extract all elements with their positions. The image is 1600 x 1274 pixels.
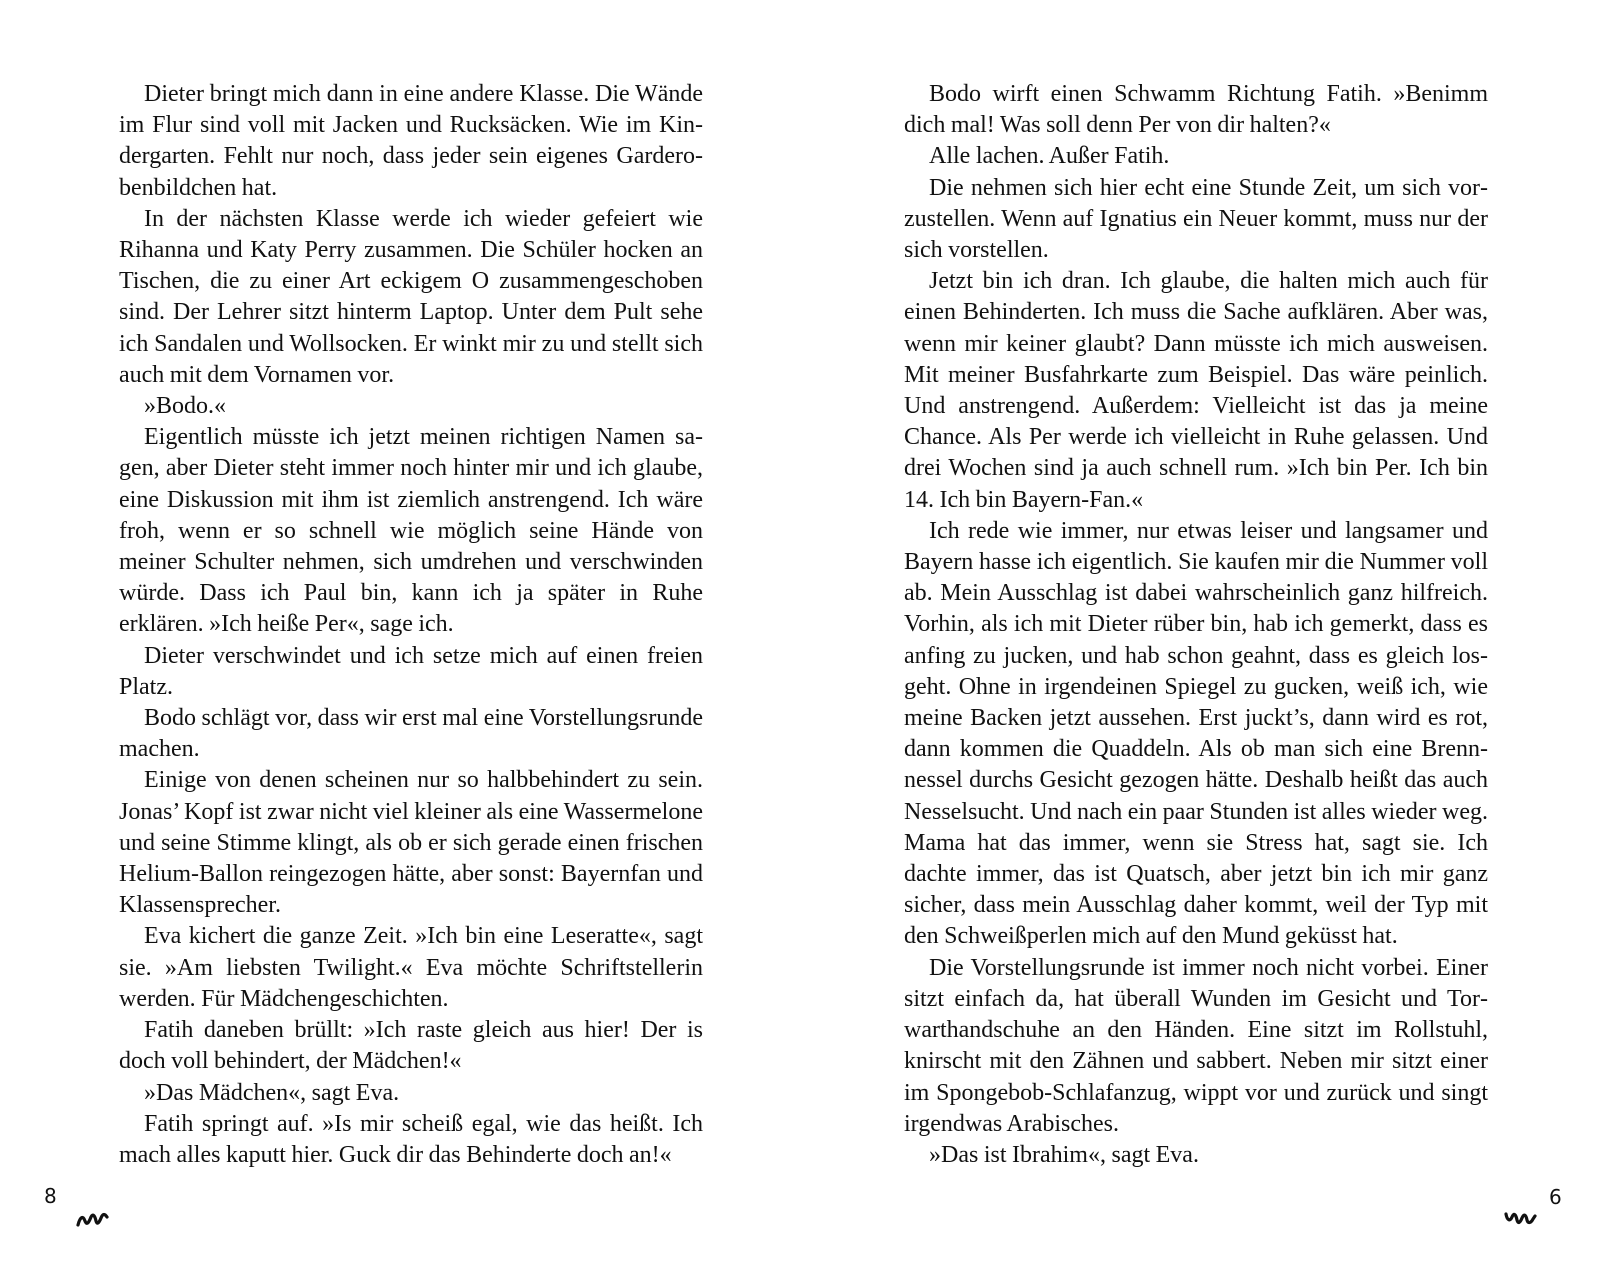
paragraph: Fatih springt auf. »Is mir scheiß egal, wie das heißt. Ich mach alles kaputt hier. Guck dir das Behinderte doch an!« — [119, 1110, 703, 1168]
paragraph: »Bodo.« — [144, 393, 227, 420]
paragraph: Jetzt bin ich dran. Ich glaube, die halten mich auch für einen Behinderten. Ich muss die Sache aufklären. Aber was, wenn mir keiner glaubt? Dann müsste ich mich ausweisen. Mit meiner Busfahrkarte zum Beispiel. Das wäre peinlich. Und anstrengend. Außerdem: Vielleicht ist das ja meine Chance. Als Per werde ich vielleicht in Ruhe gelassen. Und drei Wochen sind ja auch schnell rum. »Ich bin Per. Ich bin 14. Ich bin Bayern-Fan.« — [904, 268, 1488, 513]
paragraph: Ich rede wie immer, nur etwas leiser und langsamer und Bayern hasse ich eigentlich. Sie kaufen mir die Nummer voll ab. Mein Ausschlag ist dabei wahrscheinlich ganz hilfreich. Vorhin, als ich mit Dieter rüber bin, hab ich gemerkt, dass es anfing zu jucken, und hab schon geahnt, dass es gleich losgeht. Ohne in irgendeinen Spiegel zu gucken, weiß ich, wie meine Backen jetzt aussehen. Erst juckt’s, dann wird es rot, dann kommen die Quaddeln. Als ob man sich eine Brennnessel durchs Gesicht gezogen hätte. Deshalb heißt das auch Nesselsucht. Und nach ein paar Stunden ist alles wieder weg. Mama hat das immer, wenn sie Stress hat, sagt sie. Ich dachte immer, das ist Quatsch, aber jetzt bin ich mir ganz sicher, dass mein Ausschlag daher kommt, weil der Typ mit den Schweißperlen mich auf den Mund geküsst hat. — [904, 517, 1489, 950]
paragraph: Dieter bringt mich dann in eine andere Klasse. Die Wände im Flur sind voll mit Jacken und Rucksäcken. Wie im Kindergarten. Fehlt nur noch, dass jeder sein eigenes Garderobenbildchen hat. — [119, 81, 703, 201]
paragraph: In der nächsten Klasse werde ich wieder gefeiert wie Rihanna und Katy Perry zusammen. Die Schüler hocken an Tischen, die zu einer Art eckigem O zusammengeschoben sind. Der Lehrer sitzt hinterm Laptop. Unter dem Pult sehe ich Sandalen und Wollsocken. Er winkt mir zu und stellt sich auch mit dem Vornamen vor. — [119, 205, 703, 388]
scribble-mark-icon — [1504, 1208, 1538, 1228]
paragraph: Die nehmen sich hier echt eine Stunde Zeit, um sich vorzustellen. Wenn auf Ignatius ein Neuer kommt, muss nur der sich vorstellen. — [904, 174, 1488, 264]
paragraph: Bodo wirft einen Schwamm Richtung Fatih. »Benimm dich mal! Was soll denn Per von dir halten?« — [904, 81, 1488, 139]
right-page — [800, 0, 1600, 1274]
paragraph: Die Vorstellungsrunde ist immer noch nicht vorbei. Einer sitzt einfach da, hat überall Wunden im Gesicht und Torwarthandschuhe an den Händen. Eine sitzt im Rollstuhl, knirscht mit den Zähnen und sabbert. Neben mir sitzt einer im Spongebob-Schlafanzug, wippt vor und zurück und singt irgendwas Arabisches. — [904, 954, 1488, 1137]
right-page-text — [904, 79, 1488, 1171]
paragraph: »Das ist Ibrahim«, sagt Eva. — [929, 1141, 1199, 1168]
paragraph: »Das Mädchen«, sagt Eva. — [144, 1079, 400, 1106]
page-number-left: 8 — [44, 1184, 57, 1208]
paragraph: Alle lachen. Außer Fatih. — [929, 143, 1170, 170]
paragraph: Eva kichert die ganze Zeit. »Ich bin eine Leseratte«, sagt sie. »Am liebsten Twilight.« Eva möchte Schriftstellerin werden. Für Mädchengeschichten. — [119, 923, 703, 1012]
paragraph: Fatih daneben brüllt: »Ich raste gleich aus hier! Der is doch voll behindert, der Mädchen!« — [119, 1017, 703, 1075]
paragraph: Eigentlich müsste ich jetzt meinen richtigen Namen sagen, aber Dieter steht immer noch hinter mir und ich glaube, eine Diskussion mit ihm ist ziemlich anstrengend. Ich wäre froh, wenn er so schnell wie möglich seine Hände von meiner Schulter nehmen, sich umdrehen und verschwinden würde. Dass ich Paul bin, kann ich ja später in Ruhe erklären. »Ich heiße Per«, sage ich. — [119, 424, 703, 638]
left-page-text — [119, 79, 703, 1171]
page-number-right: 9 — [1549, 1184, 1562, 1208]
scribble-mark-icon — [76, 1208, 110, 1228]
paragraph: Einige von denen scheinen nur so halbbehindert zu sein. Jonas’ Kopf ist zwar nicht viel kleiner als eine Wassermelone und seine Stimme klingt, als ob er sich gerade einen frischen Helium-Ballon reingezogen hätte, aber sonst: Bayernfan und Klassensprecher. — [119, 767, 703, 919]
paragraph: Bodo schlägt vor, dass wir erst mal eine Vorstellungsrunde machen. — [119, 705, 703, 763]
paragraph: Dieter verschwindet und ich setze mich auf einen freien Platz. — [119, 642, 703, 700]
